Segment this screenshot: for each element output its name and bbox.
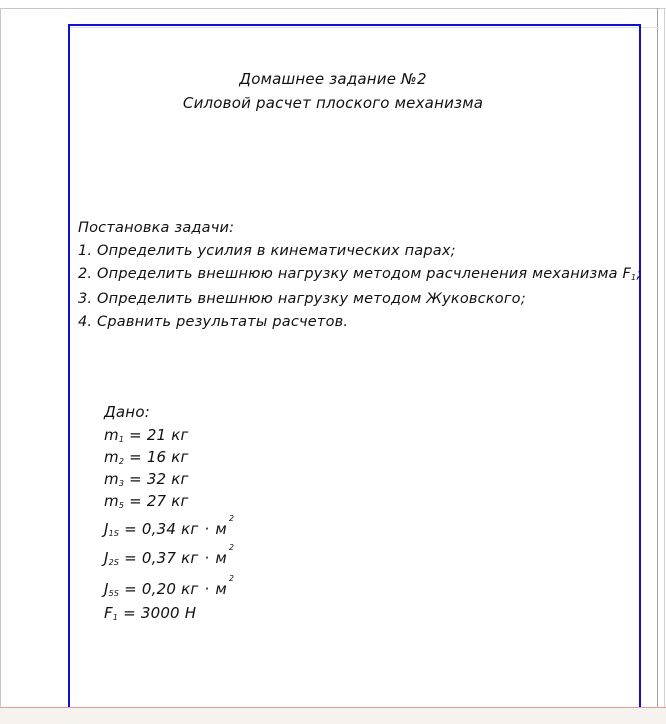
horizontal-scrollbar[interactable] <box>0 707 666 724</box>
mass-symbol: m <box>104 492 119 510</box>
inertia-value: = 0,20 кг <box>119 580 199 598</box>
inertia-power: 2 <box>228 514 235 523</box>
multiply-dot: · <box>204 549 210 567</box>
inertia-subscript: 5S <box>108 589 120 598</box>
inertia-value: = 0,37 кг <box>119 549 199 567</box>
task-heading: Постановка задачи: <box>78 220 235 236</box>
mass-value: = 32 кг <box>124 470 189 488</box>
force-subscript: 1 <box>112 613 119 622</box>
mass-value: = 21 кг <box>124 426 189 444</box>
viewport-top-border <box>0 8 666 9</box>
inertia-subscript: 1S <box>108 529 120 538</box>
task-item-2-text: 2. Определить внешнюю нагрузку методом расчленения механизма <box>78 266 618 282</box>
given-force <box>104 604 196 622</box>
mass-symbol: m <box>104 426 119 444</box>
document-title: Домашнее задание №2 <box>239 70 427 88</box>
inertia-power: 2 <box>228 543 235 552</box>
inertia-unit: м <box>215 580 227 598</box>
viewport-left-border <box>0 8 1 708</box>
inertia-symbol: J <box>104 520 109 538</box>
task-item-2-symbol: F <box>622 266 632 282</box>
task-item-3: 3. Определить внешнюю нагрузку методом Жуковского; <box>78 291 526 307</box>
given-inertia-5 <box>104 574 235 598</box>
given-mass-5 <box>104 492 189 510</box>
mass-subscript: 5 <box>118 501 125 510</box>
mass-subscript: 3 <box>118 479 125 488</box>
vertical-scrollbar-edge[interactable] <box>657 8 658 708</box>
multiply-dot: · <box>204 580 210 598</box>
inertia-subscript: 2S <box>108 558 120 567</box>
inertia-unit: м <box>215 549 227 567</box>
force-symbol: F <box>104 604 113 622</box>
inertia-symbol: J <box>104 580 109 598</box>
mass-value: = 27 кг <box>124 492 189 510</box>
given-inertia-1 <box>104 514 235 538</box>
inertia-value: = 0,34 кг <box>119 520 199 538</box>
inertia-symbol: J <box>104 549 109 567</box>
mass-symbol: m <box>104 448 119 466</box>
task-item-2 <box>78 266 641 282</box>
mass-symbol: m <box>104 470 119 488</box>
mass-subscript: 1 <box>118 435 125 444</box>
vertical-scrollbar-track[interactable] <box>664 8 665 708</box>
task-item-1: 1. Определить усилия в кинематических парах; <box>78 243 456 259</box>
given-mass-2 <box>104 448 189 466</box>
inertia-unit: м <box>215 520 227 538</box>
mass-value: = 16 кг <box>124 448 189 466</box>
mass-subscript: 2 <box>118 457 125 466</box>
task-item-2-end: ; <box>636 266 642 282</box>
force-value: = 3000 Н <box>118 604 197 622</box>
multiply-dot: · <box>204 520 210 538</box>
given-inertia-2 <box>104 543 235 567</box>
document-subtitle: Силовой расчет плоского механизма <box>182 94 484 112</box>
given-heading: Дано: <box>104 403 150 421</box>
task-item-4: 4. Сравнить результаты расчетов. <box>78 314 349 330</box>
task-item-2-subscript: 1 <box>631 273 637 282</box>
inertia-power: 2 <box>228 574 235 583</box>
given-mass-1 <box>104 426 189 444</box>
given-mass-3 <box>104 470 189 488</box>
